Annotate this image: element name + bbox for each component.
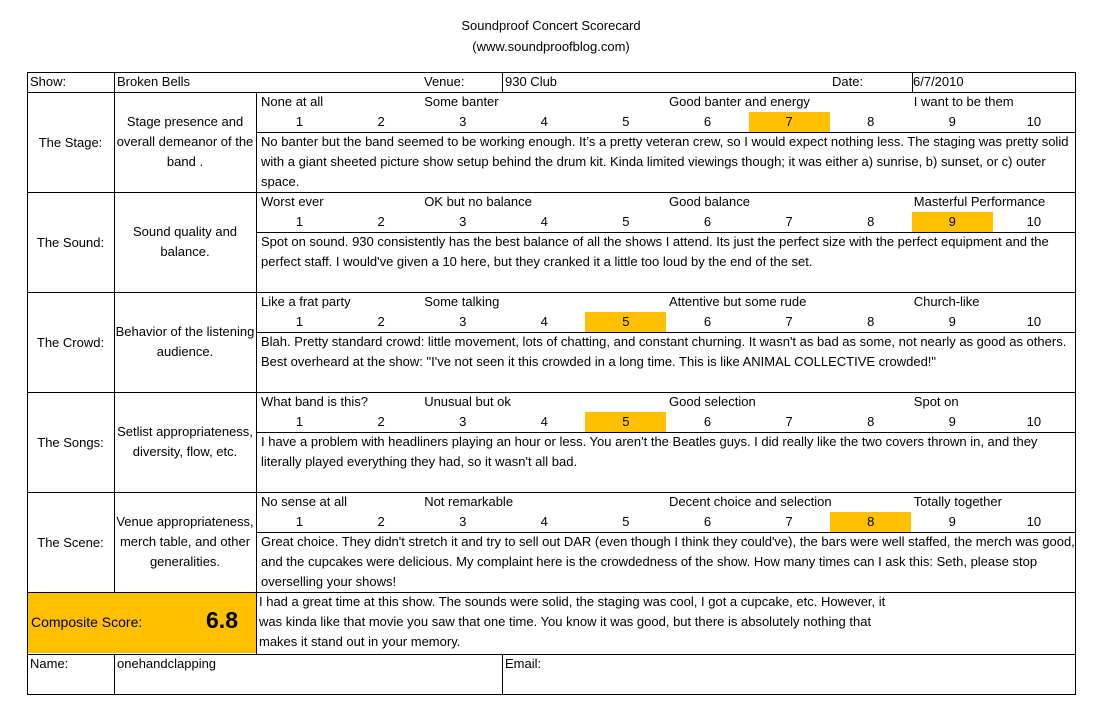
category-description: Sound quality and balance. [132, 224, 238, 259]
grid-line [257, 232, 1076, 233]
section-comment: Spot on sound. 930 consistently has the best balance of all the shows I attend. Its just the perfect size with the perfect equipment and the perfect staff. I would've given a 10 here, but they cranked it a little too loud by the end of the set. [261, 234, 1049, 269]
show-label: Show: [30, 74, 67, 89]
score-number: 6 [703, 514, 712, 529]
score-number: 5 [622, 514, 630, 529]
grid-line [27, 694, 1076, 695]
score-number: 3 [459, 414, 467, 429]
score-number: 3 [459, 114, 467, 129]
score-number: 2 [377, 514, 385, 529]
scale-anchor-label: I want to be them [913, 94, 1014, 109]
grid-line [27, 392, 1076, 393]
score-number: 10 [1026, 414, 1042, 429]
selected-score: 8 [830, 512, 911, 532]
score-number: 1 [295, 314, 304, 329]
scale-anchor-label: Like a frat party [261, 294, 351, 309]
score-number: 4 [540, 214, 548, 229]
grid-line [257, 432, 1076, 433]
date-label: Date: [832, 74, 864, 89]
scale-anchor-label: Decent choice and selection [669, 494, 832, 509]
grid-line [502, 72, 503, 92]
score-number: 3 [459, 314, 467, 329]
scale-anchor-label: Good banter and energy [669, 94, 810, 109]
grid-line [256, 92, 257, 654]
scale-anchor-label: Some talking [424, 294, 500, 309]
page-subtitle: (www.soundproofblog.com) [472, 39, 630, 54]
score-number: 2 [377, 414, 385, 429]
scorecard-table [27, 72, 1076, 695]
scale-anchor-label: Worst ever [261, 194, 324, 209]
category-description: Setlist appropriateness, diversity, flow, etc. [117, 424, 253, 459]
score-number: 8 [867, 214, 875, 229]
score-number: 6 [703, 314, 712, 329]
composite-score-cell [27, 592, 256, 653]
score-number: 1 [295, 414, 304, 429]
score-number: 10 [1026, 214, 1042, 229]
composite-label: Composite Score: [31, 614, 143, 630]
score-number: 1 [295, 214, 304, 229]
name-label: Name: [30, 656, 69, 671]
score-number: 10 [1026, 514, 1042, 529]
score-number: 8 [867, 114, 875, 129]
composite-comment: I had a great time at this show. The sounds were solid, the staging was cool, I got a cupcake, etc. However, it was kinda like that movie you saw that one time. You know it was good, but there is absolutely nothing that makes it stand out in your memory. [259, 594, 886, 649]
score-number: 1 [295, 114, 304, 129]
scale-anchor-label: Attentive but some rude [669, 294, 807, 309]
category-label: The Crowd: [36, 334, 105, 350]
score-number: 5 [622, 214, 630, 229]
scale-anchor-label: No sense at all [261, 494, 347, 509]
score-number: 8 [867, 414, 875, 429]
score-number: 6 [703, 114, 712, 129]
scale-anchor-label: Masterful Performance [913, 194, 1046, 209]
grid-line [27, 654, 1076, 655]
scale-anchor-label: What band is this? [261, 394, 368, 409]
grid-line [27, 192, 1076, 193]
category-label: The Scene: [37, 534, 104, 550]
grid-line [27, 492, 1076, 493]
scale-anchor-label: None at all [261, 94, 324, 109]
name-value: onehandclapping [117, 656, 217, 671]
selected-score: 7 [749, 112, 830, 132]
grid-line [257, 332, 1076, 333]
selected-score: 5 [585, 312, 666, 332]
grid-line [912, 72, 913, 92]
grid-line [114, 72, 115, 592]
scale-anchor-label: Spot on [913, 394, 959, 409]
category-label: The Songs: [37, 434, 104, 450]
category-description: Venue appropriateness, merch table, and other generalities. [116, 514, 254, 569]
date-value: 6/7/2010 [913, 74, 964, 89]
grid-line [257, 132, 1076, 133]
section-comment: I have a problem with headliners playing an hour or less. You aren't the Beatles guys. I did really like the two covers thrown in, and they literally played everything they had, so it wasn't all bad. [261, 434, 1038, 469]
score-number: 4 [540, 314, 548, 329]
section-comment: No banter but the band seemed to be working enough. It’s a pretty veteran crew, so I would expect nothing less. The staging was pretty solid with a giant sheeted picture show setup behind the drum kit. Kinda limited viewings though; it was either a) sunrise, b) sunset, or c) outer space. [261, 134, 1069, 189]
category-label: The Sound: [36, 234, 105, 250]
scale-anchor-label: Totally together [913, 494, 1002, 509]
grid-line [1075, 72, 1076, 695]
grid-line [502, 654, 503, 694]
score-number: 4 [540, 414, 548, 429]
grid-line [27, 592, 1076, 593]
score-number: 9 [948, 314, 956, 329]
grid-line [27, 292, 1076, 293]
page-title: Soundproof Concert Scorecard [461, 18, 641, 33]
score-number: 3 [459, 214, 467, 229]
show-value: Broken Bells [117, 74, 190, 89]
scale-anchor-label: Good balance [669, 194, 750, 209]
score-number: 7 [785, 514, 793, 529]
venue-value: 930 Club [505, 74, 558, 89]
score-number: 2 [377, 314, 385, 329]
section-comment: Blah. Pretty standard crowd: little movement, lots of chatting, and constant churning. It wasn't as bad as some, not nearly as good as others. Best overheard at the show: "I've not seen it this crowded in a long time. This is like ANIMAL COLLECTIVE crowded!" [261, 334, 1067, 369]
grid-line [257, 532, 1076, 533]
section-comment: Great choice. They didn't stretch it and try to sell out DAR (even though I think they could've), the bars were well staffed, the merch was good, and the cupcakes were delicious. My complaint here is the crowdedness of the show. How many times can I ask this: Seth, please stop overselling your shows! [261, 534, 1075, 589]
category-description: Behavior of the listening audience. [115, 324, 255, 359]
selected-score: 5 [585, 412, 666, 432]
scale-anchor-label: Unusual but ok [424, 394, 511, 409]
grid-line [27, 72, 1076, 73]
venue-label: Venue: [424, 74, 465, 89]
category-description: Stage presence and overall demeanor of the band . [116, 114, 254, 169]
scale-anchor-label: Good selection [669, 394, 756, 409]
score-number: 7 [785, 314, 793, 329]
score-number: 4 [540, 114, 548, 129]
score-number: 5 [622, 114, 630, 129]
grid-line [114, 654, 115, 694]
score-number: 9 [948, 414, 956, 429]
grid-line [27, 92, 1076, 93]
score-number: 2 [377, 214, 385, 229]
scale-anchor-label: Some banter [424, 94, 499, 109]
grid-line [27, 72, 28, 695]
score-number: 7 [785, 214, 793, 229]
scale-anchor-label: OK but no balance [424, 194, 532, 209]
score-number: 8 [867, 314, 875, 329]
score-number: 6 [703, 214, 712, 229]
scale-anchor-label: Church-like [913, 294, 980, 309]
score-number: 1 [295, 514, 304, 529]
score-number: 7 [785, 414, 793, 429]
score-number: 9 [948, 114, 956, 129]
score-number: 10 [1026, 314, 1042, 329]
score-number: 3 [459, 514, 467, 529]
score-number: 2 [377, 114, 385, 129]
selected-score: 9 [912, 212, 993, 232]
score-number: 4 [540, 514, 548, 529]
scale-anchor-label: Not remarkable [424, 494, 514, 509]
composite-score: 6.8 [206, 607, 238, 633]
email-label: Email: [505, 656, 542, 671]
score-number: 10 [1026, 114, 1042, 129]
score-number: 6 [703, 414, 712, 429]
category-label: The Stage: [38, 134, 103, 150]
score-number: 9 [948, 514, 956, 529]
